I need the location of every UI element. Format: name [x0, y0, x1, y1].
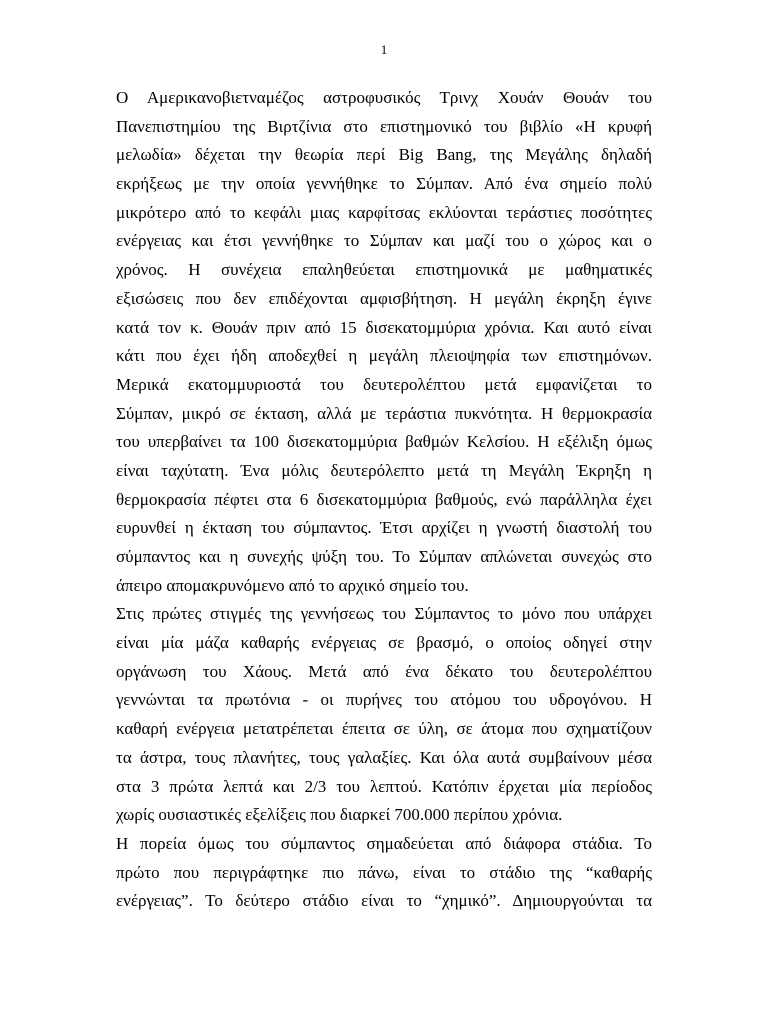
- text-line: είναι ταχύτατη. Ένα μόλις δευτερόλεπτο μετά τη Μεγάλη Έκρηξη η: [116, 460, 652, 480]
- text-line: εκρήξεως με την οποία γεννήθηκε το Σύμπαν. Από ένα σημείο πολύ: [116, 174, 652, 194]
- page-number: 1: [380, 42, 388, 57]
- text-line: ενέργειας και έτσι γεννήθηκε το Σύμπαν και μαζί του ο χώρος και ο: [116, 231, 652, 251]
- text-line: οργάνωση του Χάους. Μετά από ένα δέκατο του δευτερολέπτου: [116, 661, 652, 681]
- text-line: πρώτο που περιγράφτηκε πιο πάνω, είναι το στάδιο της “καθαρής: [116, 862, 652, 882]
- text-line: σύμπαντος και η συνεχής ψύξη του. Το Σύμπαν απλώνεται συνεχώς στο: [116, 547, 652, 566]
- text-line: Η πορεία όμως του σύμπαντος σημαδεύεται από διάφορα στάδια. Το: [116, 833, 652, 853]
- text-line: μελωδία» δέχεται την θεωρία περί Big Bang, της Μεγάλης δηλαδή: [116, 145, 652, 165]
- text-line: ευρυνθεί η έκταση του σύμπαντος. Έτσι αρχίζει η γνωστή διαστολή του: [116, 518, 652, 538]
- text-line: Στις πρώτες στιγμές της γεννήσεως του Σύμπαντος το μόνο που υπάρχει: [116, 604, 652, 624]
- text-line: γεννώνται τα πρωτόνια - οι πυρήνες του ατόμου του υδρογόνου. Η: [116, 690, 652, 710]
- text-line: κατά τον κ. Θουάν πριν από 15 δισεκατομμύρια χρόνια. Και αυτό είναι: [116, 317, 652, 337]
- text-line: ενέργειας”. Το δεύτερο στάδιο είναι το “χημικό”. Δημιουργούνται τα: [116, 891, 652, 911]
- text-line: στα 3 πρώτα λεπτά και 2/3 του λεπτού. Κατόπιν έρχεται μία περίοδος: [116, 776, 652, 796]
- text-line: Πανεπιστημίου της Βιρτζίνια στο επιστημονικό του βιβλίο «Η κρυφή: [116, 116, 652, 136]
- text-line: Ο Αμερικανοβιετναμέζος αστροφυσικός Τρινχ Χουάν Θουάν του: [116, 88, 652, 107]
- text-line: άπειρο απομακρυνόμενο από το αρχικό σημείο του.: [116, 575, 469, 595]
- text-line: του υπερβαίνει τα 100 δισεκατομμύρια βαθμών Κελσίου. Η εξέλιξη όμως: [116, 432, 652, 452]
- body-text: [116, 84, 652, 916]
- text-line: είναι μία μάζα καθαρής ενέργειας σε βρασμό, ο οποίος οδηγεί στην: [116, 633, 652, 653]
- text-line: εξισώσεις που δεν επιδέχονται αμφισβήτηση. Η μεγάλη έκρηξη έγινε: [116, 288, 652, 308]
- text-line: θερμοκρασία πέφτει στα 6 δισεκατομμύρια βαθμούς, ενώ παράλληλα έχει: [116, 489, 652, 509]
- text-line: Μερικά εκατομμυριοστά του δευτερολέπτου μετά εμφανίζεται το: [116, 374, 652, 394]
- text-line: Σύμπαν, μικρό σε έκταση, αλλά με τεράστια πυκνότητα. Η θερμοκρασία: [116, 403, 652, 423]
- text-line: μικρότερο από το κεφάλι μιας καρφίτσας εκλύονται τεράστιες ποσότητες: [116, 202, 652, 222]
- text-line: καθαρή ενέργεια μετατρέπεται έπειτα σε ύλη, σε άτομα που σχηματίζουν: [116, 719, 652, 739]
- text-line: χωρίς ουσιαστικές εξελίξεις που διαρκεί 700.000 περίπου χρόνια.: [116, 805, 563, 825]
- text-line: χρόνος. Η συνέχεια επαληθεύεται επιστημονικά με μαθηματικές: [116, 260, 652, 280]
- text-line: τα άστρα, τους πλανήτες, τους γαλαξίες. Και όλα αυτά συμβαίνουν μέσα: [116, 747, 652, 767]
- text-line: κάτι που έχει ήδη αποδεχθεί η μεγάλη πλειοψηφία των επιστημόνων.: [116, 346, 652, 366]
